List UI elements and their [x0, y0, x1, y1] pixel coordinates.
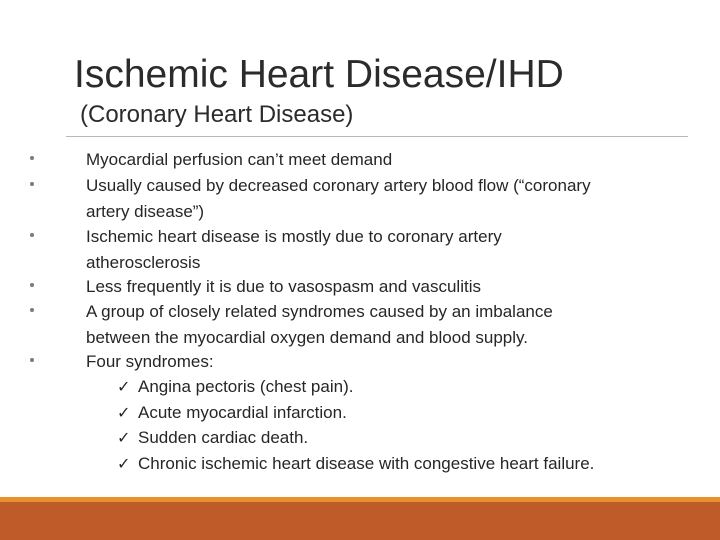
- check-mark-icon: ✓: [117, 379, 131, 396]
- bullet-dot-icon: [30, 182, 34, 186]
- syndrome-item: [117, 451, 594, 477]
- bullet-text: [86, 147, 696, 173]
- syndrome-text: Sudden cardiac death.: [138, 428, 309, 447]
- bullet-line: atherosclerosis: [86, 252, 201, 272]
- syndrome-text: Chronic ischemic heart disease with congestive heart failure.: [138, 453, 595, 473]
- bullet-text: [86, 299, 696, 350]
- bullet-line: A group of closely related syndromes caused by an imbalance: [86, 302, 553, 321]
- slide-subtitle: (Coronary Heart Disease): [80, 101, 354, 128]
- bullet-line: between the myocardial oxygen demand and blood supply.: [86, 327, 528, 347]
- check-mark-icon: ✓: [117, 404, 131, 422]
- bullet-text: [86, 224, 696, 275]
- syndrome-item: [117, 425, 594, 451]
- bullet-dot-icon: [30, 156, 34, 160]
- bullet-text: [86, 349, 696, 375]
- syndrome-text: Acute myocardial infarction.: [138, 402, 347, 422]
- syndrome-item: [117, 374, 594, 400]
- slide-title: Ischemic Heart Disease/IHD: [74, 53, 564, 96]
- bullet-dot-icon: [30, 233, 34, 237]
- bullet-dot-icon: [30, 308, 34, 312]
- bullet-text: [86, 274, 696, 300]
- bullet-dot-icon: [30, 283, 34, 287]
- bullet-line: artery disease”): [86, 201, 205, 221]
- footer-bar: [0, 502, 720, 540]
- bullet-line: Four syndromes:: [86, 352, 214, 371]
- bullet-dot-icon: [30, 358, 34, 362]
- bullet-line: Myocardial perfusion can’t meet demand: [86, 150, 393, 169]
- syndrome-item: [117, 400, 594, 426]
- bullet-text: [86, 173, 696, 224]
- bullet-line: Less frequently it is due to vasospasm and vasculitis: [86, 277, 481, 296]
- check-mark-icon: ✓: [117, 430, 131, 447]
- bullet-line: Usually caused by decreased coronary artery blood flow (“coronary: [86, 176, 591, 195]
- syndrome-text: Angina pectoris (chest pain).: [138, 377, 354, 396]
- bullet-line: Ischemic heart disease is mostly due to coronary artery: [86, 227, 502, 246]
- check-mark-icon: ✓: [117, 455, 131, 473]
- syndrome-list: [117, 374, 594, 476]
- title-divider: [66, 136, 688, 137]
